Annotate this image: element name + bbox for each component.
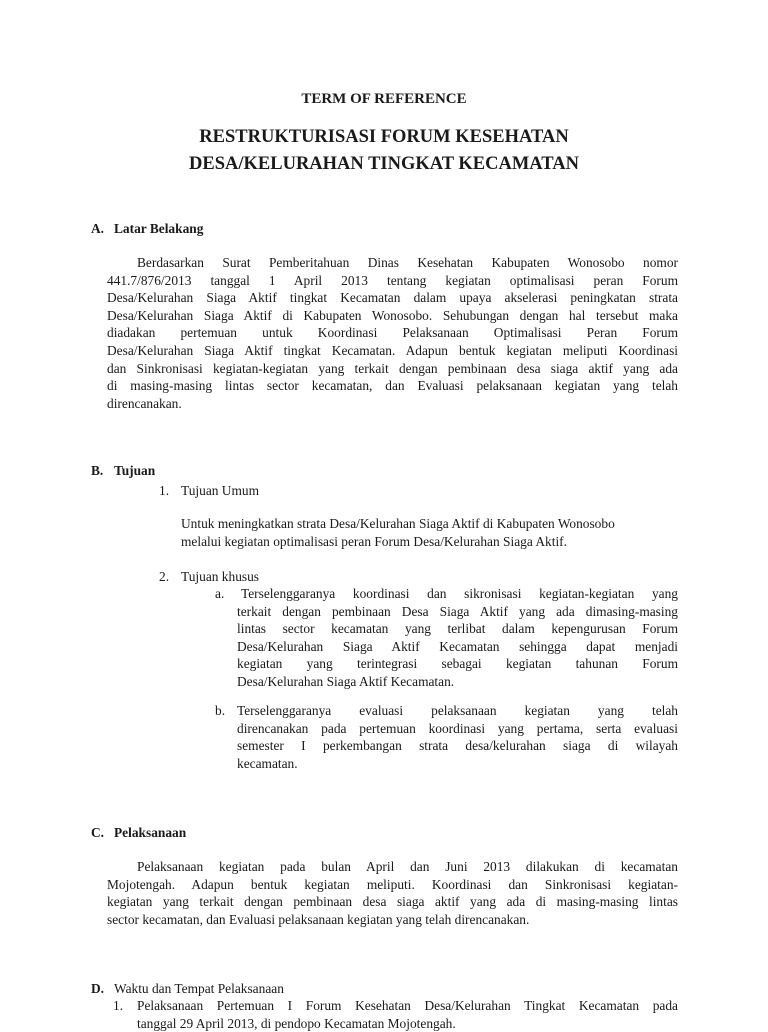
section-d-label: D. bbox=[91, 981, 105, 996]
paragraph-line: Desa/Kelurahan Siaga Aktif tingkat Kecamatan. Adapun bentuk kegiatan meliputi Koordinasi bbox=[107, 342, 678, 358]
paragraph-line: kegiatan yang terintegrasi sebagai kegiatan tahunan Forum bbox=[237, 656, 678, 672]
section-d-item-paragraph bbox=[137, 997, 678, 1032]
paragraph-line: direncanakan. bbox=[107, 395, 182, 411]
subtitle-line: DESA/KELURAHAN TINGKAT KECAMATAN bbox=[189, 154, 579, 174]
paragraph-line: Pelaksanaan kegiatan pada bulan April dan Juni 2013 dilakukan di kecamatan bbox=[137, 859, 678, 874]
section-a-paragraph bbox=[107, 254, 678, 412]
paragraph-line: melalui kegiatan optimalisasi peran Forum Desa/Kelurahan Siaga Aktif. bbox=[181, 533, 567, 549]
document-subtitle bbox=[0, 124, 768, 178]
paragraph-line: kegiatan yang terkait dengan pembinaan desa siaga aktif yang ada di masing-masing lintas bbox=[107, 894, 678, 910]
paragraph-line: semester I perkembangan strata desa/kelurahan siaga di wilayah bbox=[237, 738, 678, 754]
section-a-heading: Latar Belakang bbox=[114, 221, 204, 236]
paragraph-line: sector kecamatan, dan Evaluasi pelaksanaan kegiatan yang telah direncanakan. bbox=[107, 911, 530, 927]
paragraph-line: diadakan pertemuan untuk Koordinasi Pelaksanaan Optimalisasi Peran Forum bbox=[107, 325, 678, 341]
section-c-label: C. bbox=[91, 825, 105, 840]
subtitle-line: RESTRUKTURISASI FORUM KESEHATAN bbox=[199, 127, 569, 147]
paragraph-line: 441.7/876/2013 tanggal 1 April 2013 tentang kegiatan optimalisasi peran Forum bbox=[107, 272, 678, 288]
section-d-heading: Waktu dan Tempat Pelaksanaan bbox=[114, 981, 284, 996]
tujuan-umum-number: 1. bbox=[159, 483, 170, 498]
paragraph-line: direncanakan pada pertemuan koordinasi yang pertama, serta evaluasi bbox=[237, 720, 678, 736]
paragraph-line: kecamatan. bbox=[237, 755, 298, 771]
section-b-heading: Tujuan bbox=[114, 463, 156, 478]
tujuan-khusus-a-paragraph bbox=[237, 585, 678, 691]
paragraph-line: Desa/Kelurahan Siaga Aktif Kecamatan. bbox=[237, 673, 455, 689]
document-title: TERM OF REFERENCE bbox=[301, 91, 467, 107]
section-a-label: A. bbox=[91, 221, 105, 236]
tujuan-umum-title: Tujuan Umum bbox=[181, 483, 260, 498]
paragraph-line: Desa/Kelurahan Siaga Aktif tingkat Kecamatan dalam upaya akselerasi peningkatan strata bbox=[107, 290, 678, 306]
tujuan-umum-paragraph bbox=[181, 515, 681, 550]
paragraph-line: lintas sector kecamatan yang terlibat dalam kepengurusan Forum bbox=[237, 621, 678, 637]
paragraph-line: Berdasarkan Surat Pemberitahuan Dinas Kesehatan Kabupaten Wonosobo nomor bbox=[137, 255, 678, 270]
section-b-label: B. bbox=[91, 463, 104, 478]
tujuan-khusus-b-label: b. bbox=[215, 703, 226, 718]
section-d-item-number: 1. bbox=[113, 998, 124, 1013]
section-c-paragraph bbox=[107, 858, 678, 928]
paragraph-line: Terselenggaranya koordinasi dan sikronisasi kegiatan-kegiatan yang bbox=[241, 586, 678, 601]
tujuan-khusus-b-paragraph bbox=[237, 702, 678, 772]
paragraph-line: terkait dengan pembinaan Desa Siaga Aktif yang ada dimasing-masing bbox=[237, 603, 678, 619]
paragraph-line: Pelaksanaan Pertemuan I Forum Kesehatan Desa/Kelurahan Tingkat Kecamatan pada bbox=[137, 998, 678, 1013]
tujuan-khusus-number: 2. bbox=[159, 569, 170, 584]
paragraph-line: Desa/Kelurahan Siaga Aktif di Kabupaten Wonosobo. Sehubungan dengan hal tersebut maka bbox=[107, 307, 678, 323]
paragraph-line: tanggal 29 April 2013, di pendopo Kecamatan Mojotengah. bbox=[137, 1015, 456, 1031]
paragraph-line: dan Sinkronisasi kegiatan-kegiatan yang terkait dengan pembinaan desa siaga aktif yang ada bbox=[107, 360, 678, 376]
tujuan-khusus-title: Tujuan khusus bbox=[181, 569, 260, 584]
paragraph-line: di masing-masing lintas sector kecamatan, dan Evaluasi pelaksanaan kegiatan yang telah bbox=[107, 378, 678, 394]
paragraph-line: Terselenggaranya evaluasi pelaksanaan kegiatan yang telah bbox=[237, 703, 678, 718]
section-c-heading: Pelaksanaan bbox=[114, 825, 187, 840]
tujuan-khusus-a-label: a. bbox=[215, 586, 225, 601]
paragraph-line: Desa/Kelurahan Siaga Aktif Kecamatan sehingga dapat menjadi bbox=[237, 638, 678, 654]
paragraph-line: Mojotengah. Adapun bentuk kegiatan meliputi. Koordinasi dan Sinkronisasi kegiatan- bbox=[107, 876, 678, 892]
paragraph-line: Untuk meningkatkan strata Desa/Kelurahan Siaga Aktif di Kabupaten Wonosobo bbox=[181, 516, 615, 531]
